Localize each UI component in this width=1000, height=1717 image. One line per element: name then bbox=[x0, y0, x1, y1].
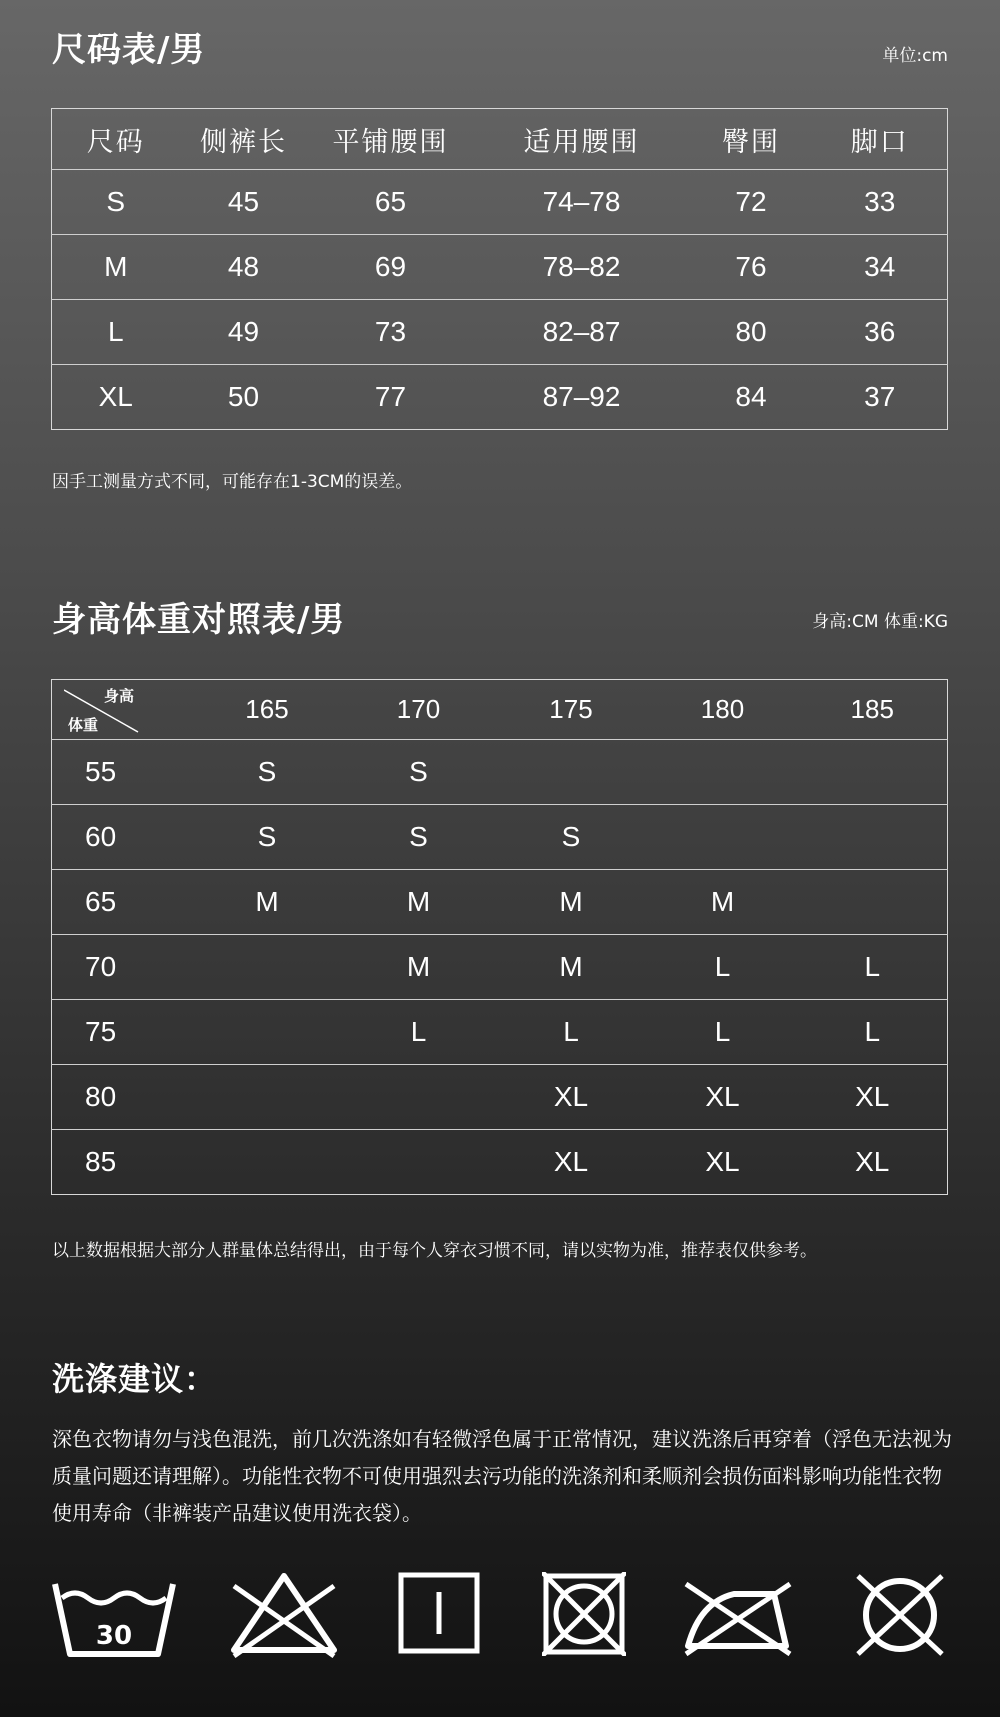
header-cell: 侧裤长 bbox=[200, 126, 287, 158]
table-row bbox=[52, 170, 948, 235]
corner-cell bbox=[52, 680, 192, 740]
size-cell bbox=[192, 1065, 343, 1130]
fit-table bbox=[51, 679, 948, 1195]
size-cell: M bbox=[495, 935, 648, 1000]
table-row bbox=[52, 870, 948, 935]
size-cell: M bbox=[648, 870, 798, 935]
table-row bbox=[52, 300, 948, 365]
size-cell: XL bbox=[798, 1065, 948, 1130]
table-cell: 50 bbox=[180, 365, 308, 430]
size-cell: L bbox=[343, 1000, 495, 1065]
weight-cell: 85 bbox=[52, 1130, 192, 1195]
wash-temp-label: 30 bbox=[95, 1621, 133, 1651]
size-cell: XL bbox=[495, 1130, 648, 1195]
size-cell bbox=[495, 740, 648, 805]
header-cell: 臀围 bbox=[722, 126, 780, 158]
table-cell: L bbox=[52, 300, 180, 365]
weight-cell: 75 bbox=[52, 1000, 192, 1065]
size-cell: M bbox=[343, 870, 495, 935]
care-paragraph: 深色衣物请勿与浅色混洗，前几次洗涤如有轻微浮色属于正常情况，建议洗涤后再穿着（浮色无法视为质量问题还请理解）。功能性衣物不可使用强烈去污功能的洗涤剂和柔顺剂会损伤面料影响功能性衣物使用寿命（非裤装产品建议使用洗衣袋）。 bbox=[52, 1427, 952, 1525]
size-cell: L bbox=[798, 935, 948, 1000]
fit-table-header-row bbox=[52, 680, 948, 740]
height-header: 185 bbox=[850, 694, 894, 724]
no-tumble-dry-icon bbox=[542, 1572, 626, 1656]
size-cell bbox=[343, 1065, 495, 1130]
care-icons-row bbox=[52, 1572, 948, 1662]
table-cell: 84 bbox=[690, 365, 813, 430]
table-cell: 82–87 bbox=[474, 300, 690, 365]
table-row bbox=[52, 935, 948, 1000]
table-cell: 74–78 bbox=[474, 170, 690, 235]
size-cell: L bbox=[648, 935, 798, 1000]
height-header: 165 bbox=[245, 694, 289, 724]
table-cell: 36 bbox=[813, 300, 948, 365]
height-header: 180 bbox=[700, 694, 745, 724]
table-cell: 72 bbox=[690, 170, 813, 235]
table-cell: 65 bbox=[308, 170, 474, 235]
table-cell: 76 bbox=[690, 235, 813, 300]
table-cell: M bbox=[52, 235, 180, 300]
table-row bbox=[52, 805, 948, 870]
table-cell: 49 bbox=[180, 300, 308, 365]
header-cell: 适用腰围 bbox=[523, 126, 640, 158]
size-cell: L bbox=[495, 1000, 648, 1065]
weight-cell: 65 bbox=[52, 870, 192, 935]
line-dry-icon bbox=[398, 1572, 480, 1654]
table-cell: 87–92 bbox=[474, 365, 690, 430]
table-cell: 45 bbox=[180, 170, 308, 235]
table-row bbox=[52, 1130, 948, 1195]
table-cell: 34 bbox=[813, 235, 948, 300]
size-cell bbox=[192, 935, 343, 1000]
size-cell: XL bbox=[648, 1065, 798, 1130]
size-table bbox=[51, 108, 948, 430]
size-cell: M bbox=[192, 870, 343, 935]
corner-height-label: 身高 bbox=[104, 687, 135, 705]
size-cell bbox=[343, 1130, 495, 1195]
table-cell: 77 bbox=[308, 365, 474, 430]
size-cell: L bbox=[648, 1000, 798, 1065]
size-cell bbox=[798, 740, 948, 805]
table-cell: XL bbox=[52, 365, 180, 430]
size-table-header-row bbox=[52, 109, 948, 170]
table-row bbox=[52, 1000, 948, 1065]
size-cell bbox=[192, 1000, 343, 1065]
weight-cell: 80 bbox=[52, 1065, 192, 1130]
size-chart-unit: 单位:cm bbox=[882, 46, 948, 66]
size-cell: L bbox=[798, 1000, 948, 1065]
table-cell: 37 bbox=[813, 365, 948, 430]
care-title: 洗涤建议： bbox=[52, 1360, 218, 1398]
corner-weight-label: 体重 bbox=[68, 716, 99, 734]
size-chart-title: 尺码表/男 bbox=[52, 30, 206, 70]
header-cell: 尺码 bbox=[86, 126, 145, 158]
table-row bbox=[52, 235, 948, 300]
fit-chart-title: 身高体重对照表/男 bbox=[52, 600, 346, 640]
size-cell: S bbox=[495, 805, 648, 870]
table-row bbox=[52, 1065, 948, 1130]
size-cell bbox=[648, 740, 798, 805]
table-cell: 69 bbox=[308, 235, 474, 300]
size-chart-note: 因手工测量方式不同，可能存在1-3CM的误差。 bbox=[52, 472, 413, 492]
size-cell: XL bbox=[798, 1130, 948, 1195]
size-cell bbox=[192, 1130, 343, 1195]
size-cell: M bbox=[343, 935, 495, 1000]
size-cell: S bbox=[192, 805, 343, 870]
height-header: 175 bbox=[549, 694, 593, 724]
table-cell: 33 bbox=[813, 170, 948, 235]
size-cell: M bbox=[495, 870, 648, 935]
size-cell: S bbox=[343, 805, 495, 870]
size-cell bbox=[798, 805, 948, 870]
size-cell: S bbox=[192, 740, 343, 805]
size-cell bbox=[648, 805, 798, 870]
weight-cell: 60 bbox=[52, 805, 192, 870]
no-iron-icon bbox=[682, 1572, 794, 1658]
weight-cell: 55 bbox=[52, 740, 192, 805]
weight-cell: 70 bbox=[52, 935, 192, 1000]
table-cell: 80 bbox=[690, 300, 813, 365]
header-cell: 脚口 bbox=[850, 126, 909, 158]
header-cell: 平铺腰围 bbox=[332, 126, 449, 158]
height-header: 170 bbox=[396, 694, 441, 724]
size-cell: XL bbox=[648, 1130, 798, 1195]
wash-30-icon bbox=[52, 1572, 176, 1658]
size-cell bbox=[798, 870, 948, 935]
fit-chart-unit: 身高:CM 体重:KG bbox=[812, 612, 948, 632]
no-dry-clean-icon bbox=[852, 1572, 948, 1658]
fit-chart-note: 以上数据根据大部分人群量体总结得出，由于每个人穿衣习惯不同，请以实物为准，推荐表仅供参考。 bbox=[52, 1241, 817, 1261]
size-cell: XL bbox=[495, 1065, 648, 1130]
table-cell: 73 bbox=[308, 300, 474, 365]
table-row bbox=[52, 740, 948, 805]
table-row bbox=[52, 365, 948, 430]
size-cell: S bbox=[343, 740, 495, 805]
table-cell: 78–82 bbox=[474, 235, 690, 300]
table-cell: S bbox=[52, 170, 180, 235]
table-cell: 48 bbox=[180, 235, 308, 300]
no-bleach-icon bbox=[228, 1572, 340, 1658]
